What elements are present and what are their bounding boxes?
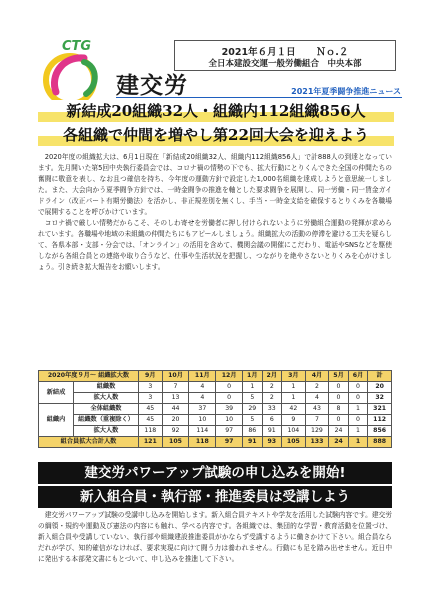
issue-date: 2021年６月１日 (221, 47, 296, 58)
value-cell: 24 (329, 426, 349, 437)
organizing-table (38, 370, 392, 448)
category-header: 組織拡大数 (98, 372, 130, 379)
row-total-cell: 321 (368, 404, 392, 415)
value-cell: 10 (216, 415, 243, 426)
subtitle-rule (116, 97, 402, 98)
article-paragraph: コロナ禍で厳しい情勢だからこそ、そのしわ寄せを労働者に押し付けられないように労働組合運動の発揮が求められています。各職場や地域の未組織の仲間たちにもアピールしましょう。組織拡大の活動の停滞を避ける工夫を疑らして、各県本部・支部・分会では、「オンライン」の活用を含めて、機関会議の開催にこだわり、電話やSNSなどを駆使しながら各組合員との連絡や取り合うなど、仕事や生活状況を把握し、つながりを絶やさないとりくみを心がけましょう。引き続き拡大報告をお願いします。 (38, 219, 392, 271)
value-cell: 6 (262, 415, 282, 426)
banner-line-2: 新入組合員・執行部・推進委員は受講しよう (38, 486, 392, 508)
value-cell: 0 (348, 415, 368, 426)
period-header: 2020年度９月～ (47, 372, 97, 379)
row-total-cell: 32 (368, 393, 392, 404)
total-row (39, 437, 392, 448)
value-cell: 7 (305, 415, 329, 426)
total-label: 組合員拡大合計人数 (39, 437, 139, 448)
total-cell: 105 (162, 437, 189, 448)
value-cell: 37 (189, 404, 216, 415)
value-cell: 9 (282, 415, 306, 426)
total-cell: 1 (348, 437, 368, 448)
month-header: 11月 (189, 371, 216, 382)
table-header-row (39, 371, 392, 382)
value-cell: 5 (243, 415, 263, 426)
total-header: 計 (368, 371, 392, 382)
total-cell: 133 (305, 437, 329, 448)
month-header: 3月 (282, 371, 306, 382)
headline-2: 各組織で仲間を増やし第22回大会を迎えよう (38, 124, 394, 146)
value-cell: 4 (305, 393, 329, 404)
month-header: 5月 (329, 371, 349, 382)
value-cell: 129 (305, 426, 329, 437)
value-cell: 97 (216, 426, 243, 437)
issue-number: Ｎｏ.２ (316, 47, 349, 58)
value-cell: 2 (305, 382, 329, 393)
table-row (39, 382, 392, 393)
table-row (39, 426, 392, 437)
table-row (39, 393, 392, 404)
banner-line-1: 建交労パワーアップ試験の申し込みを開始! (38, 462, 392, 484)
value-cell: 39 (216, 404, 243, 415)
value-cell: 1 (348, 426, 368, 437)
value-cell: 91 (262, 426, 282, 437)
value-cell: 13 (162, 393, 189, 404)
value-cell: 2 (262, 393, 282, 404)
row-label: 組織数 (74, 382, 139, 393)
table-row (39, 404, 392, 415)
organization-name: 全日本建設交運一般労働組合 中央本部 (208, 59, 362, 69)
row-total-cell: 112 (368, 415, 392, 426)
total-cell: 105 (282, 437, 306, 448)
value-cell: 42 (282, 404, 306, 415)
article-paragraph: 建交労パワーアップ試験の受講申し込みを開始します。新入組合員テキストや学友を活用した試験内容です。建交労の綱領・規約や運動及び憲法の内容にも触れ、学べる内容です。各組織では、集団的な学習・教育活動を位置づけ、新入組合員や受講していない、執行部や組織建設推進委員がかならず受講するように働きかけて下さい。組合員ならだれが学び、知的確信がなければ、要求実現に向けて闘う力は養われません。行動にも足を踏み出せません。近日中に発出する本部発文書にもとづいて、申し込みを推進して下さい。 (38, 511, 392, 563)
total-cell: 121 (139, 437, 163, 448)
total-cell: 91 (243, 437, 263, 448)
row-total-cell: 20 (368, 382, 392, 393)
value-cell: 114 (189, 426, 216, 437)
row-label: 拡大人数 (74, 393, 139, 404)
value-cell: 10 (189, 415, 216, 426)
value-cell: 0 (329, 393, 349, 404)
value-cell: 0 (329, 415, 349, 426)
value-cell: 1 (243, 382, 263, 393)
month-header: 6月 (348, 371, 368, 382)
article-powerup-test (38, 510, 392, 565)
value-cell: 45 (139, 404, 163, 415)
value-cell: 0 (216, 382, 243, 393)
value-cell: 44 (162, 404, 189, 415)
value-cell: 33 (262, 404, 282, 415)
brand-title: 建交労 (116, 73, 188, 99)
total-cell: 118 (189, 437, 216, 448)
value-cell: 8 (329, 404, 349, 415)
value-cell: 7 (162, 382, 189, 393)
value-cell: 1 (282, 382, 306, 393)
row-label: 全体組織数 (74, 404, 139, 415)
logo-text: CTG (62, 39, 92, 54)
value-cell: 45 (139, 415, 163, 426)
value-cell: 0 (348, 393, 368, 404)
total-cell: 93 (262, 437, 282, 448)
value-cell: 0 (216, 393, 243, 404)
month-header: 2月 (262, 371, 282, 382)
value-cell: 43 (305, 404, 329, 415)
row-label: 拡大人数 (74, 426, 139, 437)
value-cell: 3 (139, 393, 163, 404)
row-group-label: 新結成 (39, 382, 74, 404)
value-cell: 118 (139, 426, 163, 437)
value-cell: 0 (329, 382, 349, 393)
total-cell: 24 (329, 437, 349, 448)
table-row (39, 415, 392, 426)
article-organizing (38, 152, 392, 273)
article-paragraph: 2020年度の組織拡大は、6月1日現在「新結成20組織32人、組織内112組織856人」で計888人の到達となっています。先月開いた第5回中央執行委員会では、コロナ禍の情勢の下でも、拡大行動にとりくんできた全国の仲間たちの奮闘に敬意を表し、なお且つ確信を持ち、今年度の運動方針で設定した1,000名組織を達成しようと意思統一しました。また、大会向かう夏季闘争方針では、一時金闘争の推進を軸とした要求闘争を展開し、同一労働・同一賃金ガイドライン（改正パート有期労働法）を活かし、非正規差別を無くし、手当・一時金支給を確保するとりくみを各職場で展開することを呼びかけています。 (38, 153, 392, 216)
value-cell: 104 (282, 426, 306, 437)
value-cell: 3 (139, 382, 163, 393)
month-header: 4月 (305, 371, 329, 382)
value-cell: 4 (189, 382, 216, 393)
value-cell: 29 (243, 404, 263, 415)
dateline (180, 44, 390, 58)
table-corner-header (39, 371, 139, 382)
month-header: 10月 (162, 371, 189, 382)
value-cell: 20 (162, 415, 189, 426)
value-cell: 4 (189, 393, 216, 404)
news-subtitle: 2021年夏季闘争推進ニュース (291, 87, 401, 96)
value-cell: 1 (282, 393, 306, 404)
ctg-logo (40, 36, 116, 106)
row-label: 組織数（重複除く） (74, 415, 139, 426)
month-header: 9月 (139, 371, 163, 382)
value-cell: 2 (262, 382, 282, 393)
total-cell: 97 (216, 437, 243, 448)
value-cell: 1 (348, 404, 368, 415)
headline-1: 新結成20組織32人・組織内112組織856人 (38, 100, 394, 122)
month-header: 1月 (243, 371, 263, 382)
month-header: 12月 (216, 371, 243, 382)
row-group-label: 組織内 (39, 404, 74, 437)
grand-total-cell: 888 (368, 437, 392, 448)
value-cell: 0 (348, 382, 368, 393)
row-total-cell: 856 (368, 426, 392, 437)
value-cell: 86 (243, 426, 263, 437)
value-cell: 5 (243, 393, 263, 404)
value-cell: 92 (162, 426, 189, 437)
